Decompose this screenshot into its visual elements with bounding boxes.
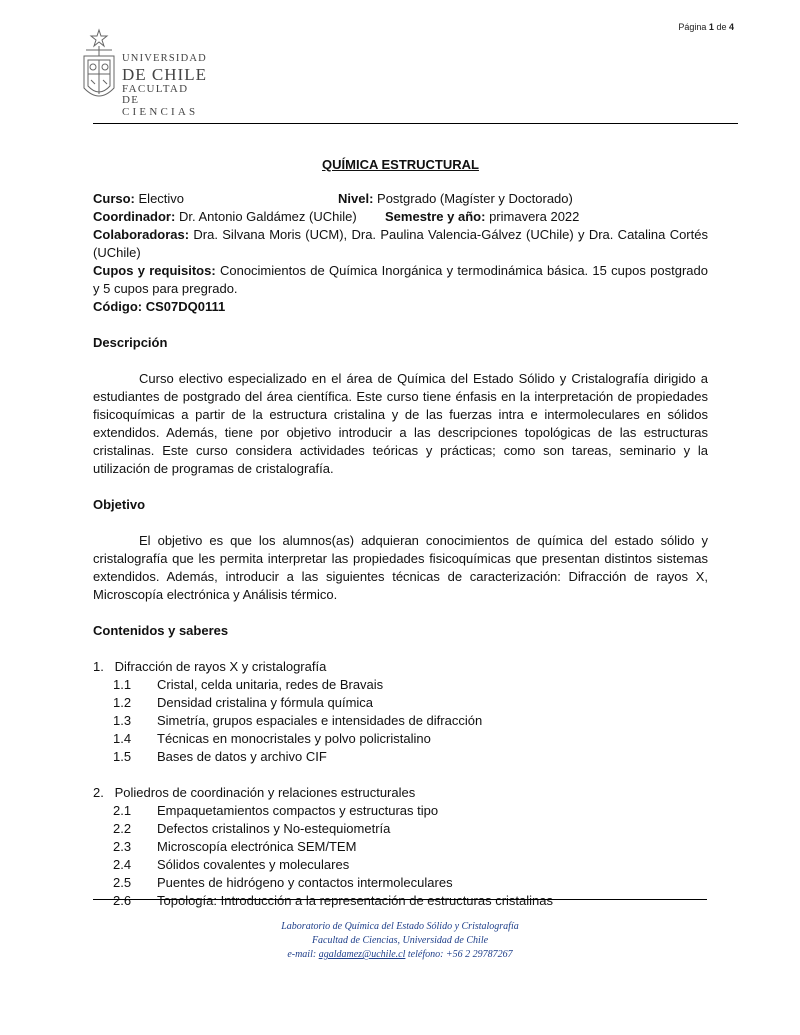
meta-cupos: Cupos y requisitos: Conocimientos de Química Inorgánica y termodinámica básica. 15 cupos postgrado y 5 cupos para pregrado. (93, 263, 708, 296)
list-item: 2.4 Sólidos covalentes y moleculares (113, 857, 350, 872)
page-title: QUÍMICA ESTRUCTURAL (322, 157, 479, 172)
list-item: 1.3 Simetría, grupos espaciales e intensidades de difracción (113, 713, 483, 728)
meta-coordinador-semestre: Coordinador: Dr. Antonio Galdámez (UChile) Semestre y año: primavera 2022 (93, 209, 580, 224)
list-item: 2.5 Puentes de hidrógeno y contactos intermoleculares (113, 875, 453, 890)
meta-codigo: Código: CS07DQ0111 (93, 299, 226, 314)
page-number: Página 1 de 4 (678, 22, 734, 32)
contenidos-heading: Contenidos y saberes (93, 623, 229, 638)
list-item: 2.2 Defectos cristalinos y No-estequiometría (113, 821, 391, 836)
logo-line-4: CIENCIAS (122, 105, 199, 118)
header-divider (93, 123, 738, 124)
descripcion-heading: Descripción (93, 335, 168, 350)
list-item: 2.3 Microscopía electrónica SEM/TEM (113, 839, 357, 854)
list-item: 1.5 Bases de datos y archivo CIF (113, 749, 327, 764)
descripcion-text: Curso electivo especializado en el área de Química del Estado Sólido y Cristalografía dirigido a estudiantes de postgrado del área científica. Este curso tiene énfasis en la interpretación de propiedades fisicoquímicas a partir de la estructura cristalina y de las fuerzas intra e intermoleculares en sólidos extendidos. Además, tiene por objetivo introducir a las descripciones topológicas de las estructuras cristalinas. Este curso considera actividades teóricas y prácticas; como son tareas, seminario y la utilización de programas de cristalografía. (93, 371, 708, 476)
document-body (93, 156, 708, 910)
footer-divider (93, 899, 707, 900)
footer-lab: Laboratorio de Química del Estado Sólido y Cristalografía (281, 921, 519, 932)
unit-1-title: 1. Difracción de rayos X y cristalografía (93, 659, 327, 674)
list-item: 2.6 Topología: Introducción a la representación de estructuras cristalinas (113, 893, 553, 908)
footer-contact: e-mail: agaldamez@uchile.cl teléfono: +56 2 29787267 (287, 949, 513, 960)
footer-faculty: Facultad de Ciencias, Universidad de Chile (311, 935, 489, 946)
crest-icon (78, 26, 120, 108)
logo-line-3: FACULTAD DE (122, 82, 189, 106)
logo-line-2: DE CHILE (122, 64, 207, 84)
email-link[interactable]: agaldamez@uchile.cl (318, 949, 406, 960)
list-item: 1.2 Densidad cristalina y fórmula química (113, 695, 374, 710)
list-item: 2.1 Empaquetamientos compactos y estructuras tipo (113, 803, 439, 818)
meta-colaboradoras: Colaboradoras: Dra. Silvana Moris (UCM), Dra. Paulina Valencia-Gálvez (UChile) y Dra. Catalina Cortés (UChile) (93, 227, 708, 260)
list-item: 1.1 Cristal, celda unitaria, redes de Bravais (113, 677, 384, 692)
university-logo (78, 26, 208, 118)
list-item: 1.4 Técnicas en monocristales y polvo policristalino (113, 731, 431, 746)
meta-curso-nivel: Curso: Electivo Nivel: Postgrado (Magíster y Doctorado) (93, 191, 573, 206)
unit-2-title: 2. Poliedros de coordinación y relaciones estructurales (93, 785, 416, 800)
logo-line-1: UNIVERSIDAD (122, 53, 207, 64)
objetivo-heading: Objetivo (93, 497, 146, 512)
footer (0, 920, 800, 962)
objetivo-text: El objetivo es que los alumnos(as) adquieran conocimientos de química del estado sólido y cristalografía que les permita interpretar las propiedades fisicoquímicas que presentan distintos sistemas extendidos. Además, introducir a las siguientes técnicas de caracterización: Difracción de rayos X, Microscopía electrónica y Análisis térmico. (93, 533, 708, 602)
